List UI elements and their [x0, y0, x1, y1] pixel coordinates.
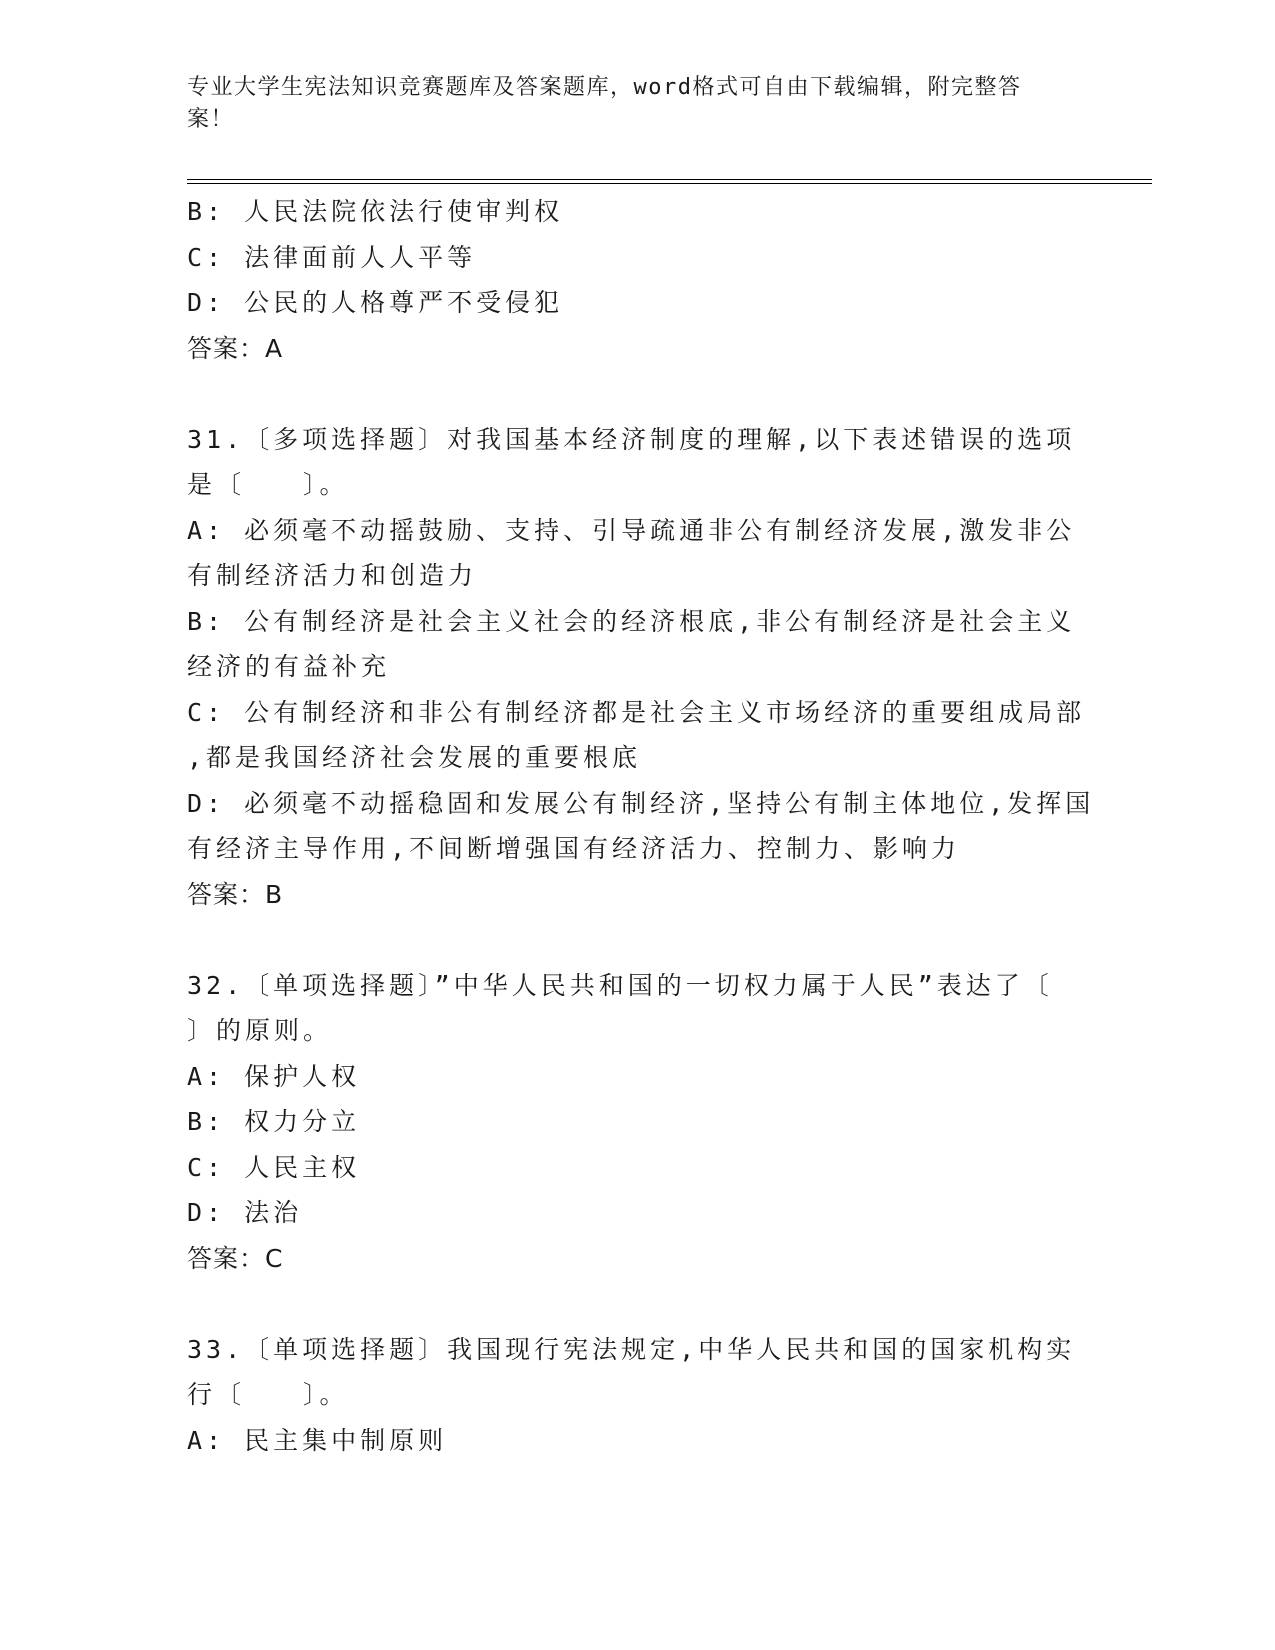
question-stem: 32.〔单项选择题〕”中华人民共和国的一切权力属于人民”表达了〔: [187, 970, 1053, 1000]
question-31: [187, 417, 1095, 918]
option-d: D: 法治: [187, 1198, 303, 1227]
spacer: [187, 917, 1087, 963]
option-a-cont: 有制经济活力和创造力: [187, 561, 478, 590]
answer-line: 答案：B: [187, 879, 284, 909]
answer-line: 答案：A: [187, 333, 284, 363]
header-divider-top: [187, 179, 1152, 180]
question-stem: 33.〔单项选择题〕我国现行宪法规定,中华人民共和国的国家机构实: [187, 1334, 1076, 1364]
answer-line: 答案：C: [187, 1243, 284, 1273]
option-c: C: 法律面前人人平等: [187, 242, 477, 272]
question-stem-cont: 行〔 〕。: [187, 1380, 349, 1409]
option-a: A: 民主集中制原则: [187, 1425, 448, 1455]
header-line-1: 专业大学生宪法知识竞赛题库及答案题库，word格式可自由下载编辑，附完整答: [187, 75, 1022, 100]
option-b-cont: 经济的有益补充: [187, 652, 391, 681]
option-c: C: 公有制经济和非公有制经济都是社会主义市场经济的重要组成局部: [187, 697, 1086, 727]
question-stem: 31.〔多项选择题〕对我国基本经济制度的理解,以下表述错误的选项: [187, 424, 1076, 454]
option-c: C: 人民主权: [187, 1152, 361, 1182]
option-b: B: 公有制经济是社会主义社会的经济根底,非公有制经济是社会主义: [187, 606, 1076, 636]
document-body: [187, 189, 1095, 1463]
spacer: [187, 371, 1087, 417]
question-33: [187, 1327, 1087, 1464]
option-b: B: 权力分立: [187, 1107, 361, 1136]
question-stem-cont: 是〔 〕。: [187, 470, 349, 499]
option-a: A: 必须毫不动摇鼓励、支持、引导疏通非公有制经济发展,激发非公: [187, 515, 1076, 545]
option-d: D: 公民的人格尊严不受侵犯: [187, 288, 564, 317]
question-32: [187, 963, 1087, 1282]
option-a: A: 保护人权: [187, 1061, 361, 1091]
question-stem-cont: 〕的原则。: [187, 1016, 333, 1045]
document-header: [187, 72, 1067, 136]
option-c-cont: ,都是我国经济社会发展的重要根底: [187, 743, 642, 772]
header-divider-bottom: [187, 183, 1152, 184]
question-30-tail: [187, 189, 1087, 371]
header-line-2: 案！: [187, 107, 235, 132]
option-d: D: 必须毫不动摇稳固和发展公有制经济,坚持公有制主体地位,发挥国: [187, 788, 1095, 818]
spacer: [187, 1281, 1087, 1327]
option-b: B: 人民法院依法行使审判权: [187, 197, 564, 226]
option-d-cont: 有经济主导作用,不间断增强国有经济活力、控制力、影响力: [187, 834, 961, 863]
